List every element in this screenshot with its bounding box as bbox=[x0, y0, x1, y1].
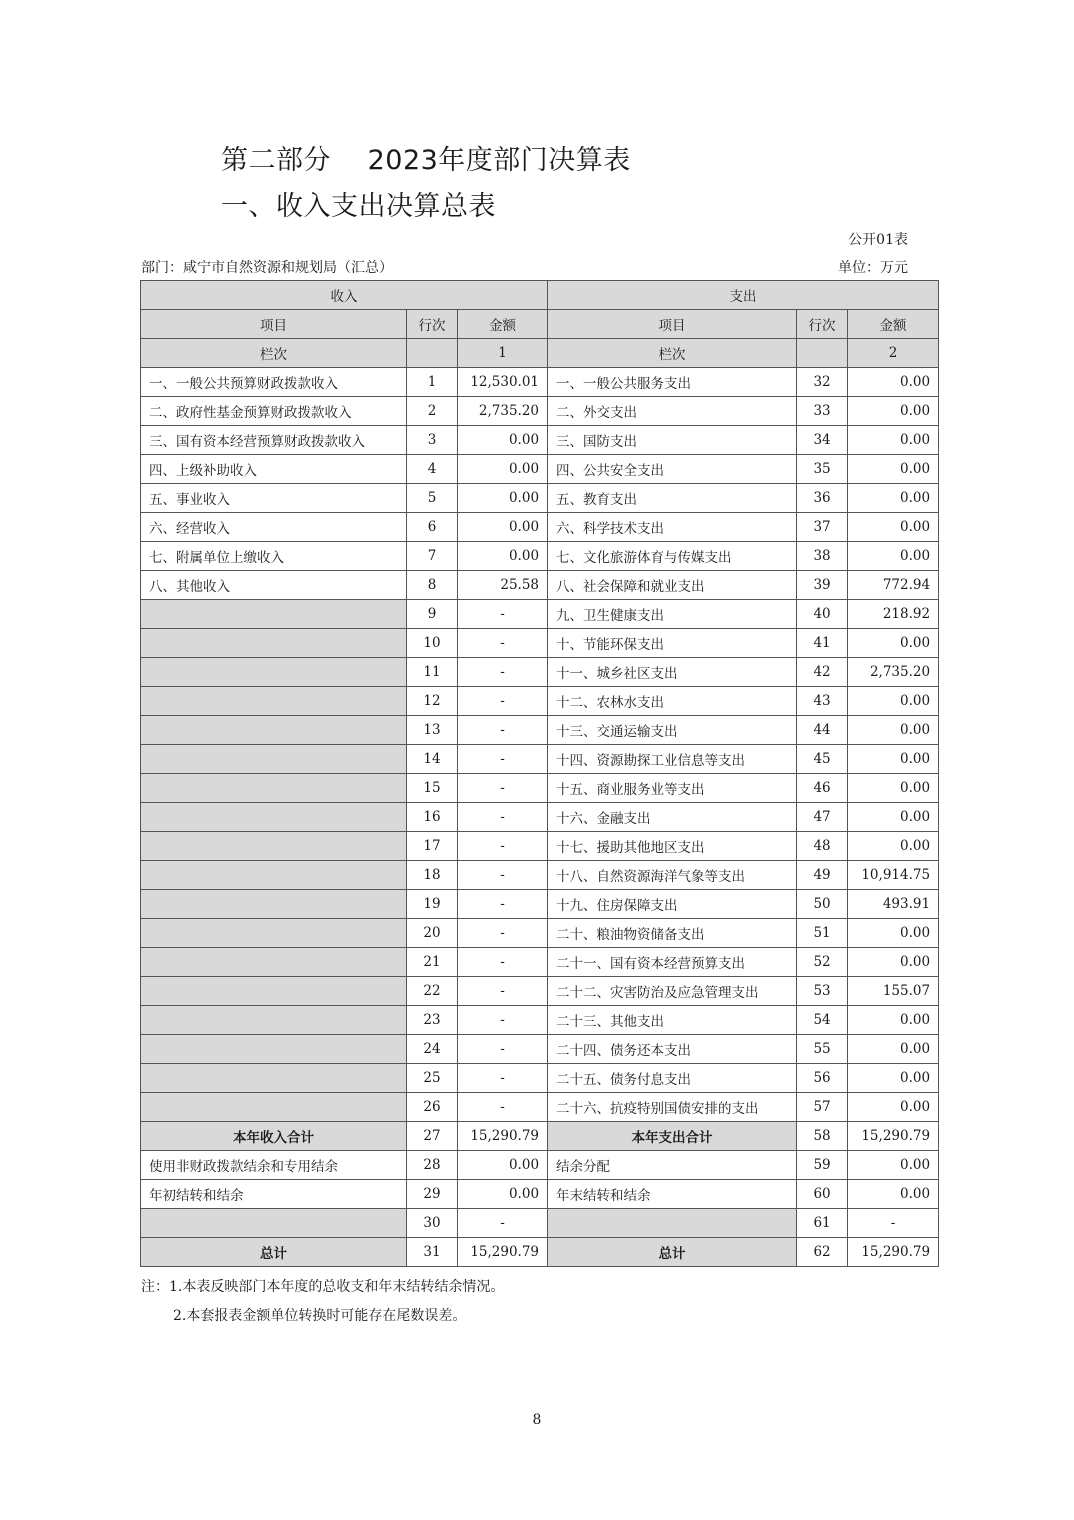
income-amount-cell: 0.00 bbox=[458, 455, 548, 484]
department-label: 部门：咸宁市自然资源和规划局（汇总） bbox=[141, 260, 393, 276]
expense-item-cell: 八、社会保障和就业支出 bbox=[548, 571, 797, 600]
income-line-cell: 10 bbox=[407, 629, 458, 658]
table-row bbox=[141, 455, 939, 484]
expense-amount-cell: 0.00 bbox=[848, 629, 939, 658]
income-amount-cell: - bbox=[458, 716, 548, 745]
expense-line-cell: 33 bbox=[797, 397, 848, 426]
income-column-label: 栏次 bbox=[141, 339, 407, 368]
subtotal-row bbox=[141, 1122, 939, 1151]
income-amount-cell: - bbox=[458, 890, 548, 919]
income-line-cell: 18 bbox=[407, 861, 458, 890]
expense-subtotal-amount: 15,290.79 bbox=[848, 1122, 939, 1151]
income-line-cell: 12 bbox=[407, 687, 458, 716]
income-line-cell: 1 bbox=[407, 368, 458, 397]
income-item-cell bbox=[141, 1035, 407, 1064]
income-item-cell bbox=[141, 716, 407, 745]
expense-item-cell: 结余分配 bbox=[548, 1151, 797, 1180]
unit-label: 单位：万元 bbox=[838, 260, 908, 276]
income-amount-cell: - bbox=[458, 977, 548, 1006]
expense-header: 支出 bbox=[548, 281, 939, 310]
expense-line-cell: 54 bbox=[797, 1006, 848, 1035]
income-line-cell: 13 bbox=[407, 716, 458, 745]
income-item-cell bbox=[141, 803, 407, 832]
table-row bbox=[141, 1151, 939, 1180]
expense-amount-cell: 0.00 bbox=[848, 745, 939, 774]
income-line-cell: 4 bbox=[407, 455, 458, 484]
header-row-column-index bbox=[141, 339, 939, 368]
expense-item-cell: 十八、自然资源海洋气象等支出 bbox=[548, 861, 797, 890]
income-line-cell: 5 bbox=[407, 484, 458, 513]
table-row bbox=[141, 1180, 939, 1209]
table-row bbox=[141, 890, 939, 919]
income-line-cell: 11 bbox=[407, 658, 458, 687]
income-line-cell: 19 bbox=[407, 890, 458, 919]
income-amount-cell: - bbox=[458, 1006, 548, 1035]
expense-line-cell: 57 bbox=[797, 1093, 848, 1122]
income-item-cell bbox=[141, 948, 407, 977]
expense-item-cell: 十五、商业服务业等支出 bbox=[548, 774, 797, 803]
income-item-cell bbox=[141, 687, 407, 716]
expense-amount-cell: 0.00 bbox=[848, 426, 939, 455]
table-row bbox=[141, 426, 939, 455]
income-amount-cell: 0.00 bbox=[458, 513, 548, 542]
table-row bbox=[141, 745, 939, 774]
expense-line-cell: 45 bbox=[797, 745, 848, 774]
expense-item-cell: 二十、粮油物资储备支出 bbox=[548, 919, 797, 948]
income-line-cell: 20 bbox=[407, 919, 458, 948]
expense-item-cell: 二十二、灾害防治及应急管理支出 bbox=[548, 977, 797, 1006]
expense-item-cell: 二十三、其他支出 bbox=[548, 1006, 797, 1035]
section-title: 第二部分 2023年度部门决算表 bbox=[221, 145, 631, 176]
table-row bbox=[141, 629, 939, 658]
expense-line-cell: 53 bbox=[797, 977, 848, 1006]
expense-total-line: 62 bbox=[797, 1238, 848, 1267]
expense-amount-cell: 0.00 bbox=[848, 542, 939, 571]
income-amount-cell: 0.00 bbox=[458, 1180, 548, 1209]
expense-line-cell: 42 bbox=[797, 658, 848, 687]
income-amount-cell: - bbox=[458, 1035, 548, 1064]
note-2: 2.本套报表金额单位转换时可能存在尾数误差。 bbox=[173, 1308, 467, 1324]
table-row bbox=[141, 948, 939, 977]
income-line-cell: 29 bbox=[407, 1180, 458, 1209]
income-item-cell: 五、事业收入 bbox=[141, 484, 407, 513]
income-item-cell bbox=[141, 890, 407, 919]
income-amount-cell: - bbox=[458, 948, 548, 977]
expense-item-cell: 十一、城乡社区支出 bbox=[548, 658, 797, 687]
expense-item-cell: 五、教育支出 bbox=[548, 484, 797, 513]
income-subtotal-label: 本年收入合计 bbox=[141, 1122, 407, 1151]
table-row bbox=[141, 919, 939, 948]
income-amount-cell: - bbox=[458, 861, 548, 890]
income-line-cell: 8 bbox=[407, 571, 458, 600]
expense-amount-cell: 0.00 bbox=[848, 1151, 939, 1180]
expense-item-cell: 一、一般公共服务支出 bbox=[548, 368, 797, 397]
income-amount-cell: 2,735.20 bbox=[458, 397, 548, 426]
expense-item-cell: 年末结转和结余 bbox=[548, 1180, 797, 1209]
expense-line-cell: 34 bbox=[797, 426, 848, 455]
income-item-cell bbox=[141, 1006, 407, 1035]
expense-item-cell: 七、文化旅游体育与传媒支出 bbox=[548, 542, 797, 571]
income-line-cell: 22 bbox=[407, 977, 458, 1006]
income-line-cell: 23 bbox=[407, 1006, 458, 1035]
expense-item-cell bbox=[548, 1209, 797, 1238]
expense-amount-cell: 0.00 bbox=[848, 832, 939, 861]
expense-line-cell: 56 bbox=[797, 1064, 848, 1093]
expense-line-cell: 39 bbox=[797, 571, 848, 600]
notes bbox=[141, 1273, 504, 1331]
table-row bbox=[141, 513, 939, 542]
income-line-cell: 16 bbox=[407, 803, 458, 832]
table-row bbox=[141, 1093, 939, 1122]
income-amount-cell: - bbox=[458, 600, 548, 629]
expense-item-cell: 二、外交支出 bbox=[548, 397, 797, 426]
expense-amount-cell: 0.00 bbox=[848, 1064, 939, 1093]
income-amount-cell: 25.58 bbox=[458, 571, 548, 600]
expense-line-cell: 36 bbox=[797, 484, 848, 513]
expense-line-cell: 32 bbox=[797, 368, 848, 397]
income-amount-cell: - bbox=[458, 687, 548, 716]
expense-amount-cell: 0.00 bbox=[848, 1035, 939, 1064]
expense-item-cell: 四、公共安全支出 bbox=[548, 455, 797, 484]
expense-amount-cell: 0.00 bbox=[848, 1006, 939, 1035]
income-line-cell: 25 bbox=[407, 1064, 458, 1093]
income-item-cell: 四、上级补助收入 bbox=[141, 455, 407, 484]
expense-line-cell: 41 bbox=[797, 629, 848, 658]
table-row bbox=[141, 1006, 939, 1035]
expense-line-cell: 48 bbox=[797, 832, 848, 861]
income-item-cell: 二、政府性基金预算财政拨款收入 bbox=[141, 397, 407, 426]
expense-line-cell: 37 bbox=[797, 513, 848, 542]
income-item-cell: 三、国有资本经营预算财政拨款收入 bbox=[141, 426, 407, 455]
expense-amount-cell: 0.00 bbox=[848, 803, 939, 832]
expense-amount-cell: 493.91 bbox=[848, 890, 939, 919]
table-row bbox=[141, 1209, 939, 1238]
income-line-cell: 9 bbox=[407, 600, 458, 629]
income-amount-cell: 0.00 bbox=[458, 1151, 548, 1180]
income-item-cell bbox=[141, 600, 407, 629]
income-item-header: 项目 bbox=[141, 310, 407, 339]
income-total-amount: 15,290.79 bbox=[458, 1238, 548, 1267]
income-amount-cell: - bbox=[458, 658, 548, 687]
income-line-cell: 26 bbox=[407, 1093, 458, 1122]
expense-item-cell: 十六、金融支出 bbox=[548, 803, 797, 832]
expense-column-blank bbox=[797, 339, 848, 368]
form-number: 公开01表 bbox=[848, 232, 908, 248]
income-item-cell bbox=[141, 745, 407, 774]
income-line-header: 行次 bbox=[407, 310, 458, 339]
income-item-cell: 使用非财政拨款结余和专用结余 bbox=[141, 1151, 407, 1180]
expense-item-cell: 九、卫生健康支出 bbox=[548, 600, 797, 629]
income-item-cell: 一、一般公共预算财政拨款收入 bbox=[141, 368, 407, 397]
expense-line-cell: 50 bbox=[797, 890, 848, 919]
table-row bbox=[141, 542, 939, 571]
expense-amount-cell: 0.00 bbox=[848, 774, 939, 803]
table-row bbox=[141, 658, 939, 687]
income-item-cell bbox=[141, 1209, 407, 1238]
income-item-cell: 六、经营收入 bbox=[141, 513, 407, 542]
income-item-cell bbox=[141, 919, 407, 948]
expense-line-cell: 47 bbox=[797, 803, 848, 832]
expense-item-cell: 十七、援助其他地区支出 bbox=[548, 832, 797, 861]
income-line-cell: 28 bbox=[407, 1151, 458, 1180]
expense-amount-cell: 772.94 bbox=[848, 571, 939, 600]
income-amount-cell: - bbox=[458, 629, 548, 658]
table-row bbox=[141, 368, 939, 397]
income-amount-cell: - bbox=[458, 832, 548, 861]
table-row bbox=[141, 832, 939, 861]
income-line-cell: 21 bbox=[407, 948, 458, 977]
income-line-cell: 2 bbox=[407, 397, 458, 426]
expense-line-cell: 46 bbox=[797, 774, 848, 803]
expense-amount-cell: 0.00 bbox=[848, 513, 939, 542]
expense-line-cell: 60 bbox=[797, 1180, 848, 1209]
income-item-cell bbox=[141, 977, 407, 1006]
table-row bbox=[141, 861, 939, 890]
expense-amount-cell: 0.00 bbox=[848, 919, 939, 948]
table-row bbox=[141, 1035, 939, 1064]
expense-amount-cell: 0.00 bbox=[848, 484, 939, 513]
expense-amount-cell: 218.92 bbox=[848, 600, 939, 629]
note-1: 注：1.本表反映部门本年度的总收支和年末结转结余情况。 bbox=[141, 1279, 505, 1295]
expense-item-cell: 二十五、债务付息支出 bbox=[548, 1064, 797, 1093]
expense-amount-cell: 0.00 bbox=[848, 716, 939, 745]
income-amount-cell: - bbox=[458, 919, 548, 948]
table-row bbox=[141, 803, 939, 832]
income-item-cell bbox=[141, 658, 407, 687]
income-amount-cell: 0.00 bbox=[458, 426, 548, 455]
income-amount-cell: - bbox=[458, 774, 548, 803]
expense-line-cell: 49 bbox=[797, 861, 848, 890]
table-title: 一、收入支出决算总表 bbox=[221, 191, 496, 222]
income-line-cell: 7 bbox=[407, 542, 458, 571]
expense-item-cell: 六、科学技术支出 bbox=[548, 513, 797, 542]
expense-column-label: 栏次 bbox=[548, 339, 797, 368]
income-line-cell: 6 bbox=[407, 513, 458, 542]
expense-subtotal-line: 58 bbox=[797, 1122, 848, 1151]
income-amount-cell: 0.00 bbox=[458, 484, 548, 513]
table-row bbox=[141, 977, 939, 1006]
income-line-cell: 17 bbox=[407, 832, 458, 861]
table-row bbox=[141, 600, 939, 629]
income-item-cell: 八、其他收入 bbox=[141, 571, 407, 600]
expense-item-cell: 十三、交通运输支出 bbox=[548, 716, 797, 745]
expense-line-cell: 52 bbox=[797, 948, 848, 977]
header-row-columns bbox=[141, 310, 939, 339]
income-amount-cell: - bbox=[458, 1093, 548, 1122]
expense-amount-cell: 0.00 bbox=[848, 455, 939, 484]
expense-amount-cell: 10,914.75 bbox=[848, 861, 939, 890]
expense-total-label: 总计 bbox=[548, 1238, 797, 1267]
income-subtotal-amount: 15,290.79 bbox=[458, 1122, 548, 1151]
income-item-cell bbox=[141, 861, 407, 890]
income-item-cell: 七、附属单位上缴收入 bbox=[141, 542, 407, 571]
expense-item-header: 项目 bbox=[548, 310, 797, 339]
income-item-cell bbox=[141, 1064, 407, 1093]
income-column-number: 1 bbox=[458, 339, 548, 368]
expense-item-cell: 二十四、债务还本支出 bbox=[548, 1035, 797, 1064]
expense-amount-cell: 0.00 bbox=[848, 1180, 939, 1209]
header-row-sections bbox=[141, 281, 939, 310]
income-amount-cell: - bbox=[458, 1064, 548, 1093]
income-subtotal-line: 27 bbox=[407, 1122, 458, 1151]
expense-line-cell: 61 bbox=[797, 1209, 848, 1238]
income-line-cell: 30 bbox=[407, 1209, 458, 1238]
expense-total-amount: 15,290.79 bbox=[848, 1238, 939, 1267]
income-line-cell: 14 bbox=[407, 745, 458, 774]
income-amount-cell: 0.00 bbox=[458, 542, 548, 571]
expense-amount-cell: - bbox=[848, 1209, 939, 1238]
table-row bbox=[141, 571, 939, 600]
expense-line-cell: 40 bbox=[797, 600, 848, 629]
income-amount-cell: - bbox=[458, 745, 548, 774]
income-amount-cell: - bbox=[458, 1209, 548, 1238]
total-row bbox=[141, 1238, 939, 1267]
table-row bbox=[141, 716, 939, 745]
income-item-cell bbox=[141, 629, 407, 658]
expense-line-cell: 59 bbox=[797, 1151, 848, 1180]
expense-line-cell: 35 bbox=[797, 455, 848, 484]
income-item-cell bbox=[141, 1093, 407, 1122]
expense-line-header: 行次 bbox=[797, 310, 848, 339]
income-line-cell: 15 bbox=[407, 774, 458, 803]
expense-amount-cell: 0.00 bbox=[848, 687, 939, 716]
expense-subtotal-label: 本年支出合计 bbox=[548, 1122, 797, 1151]
income-item-cell bbox=[141, 774, 407, 803]
expense-amount-cell: 0.00 bbox=[848, 948, 939, 977]
expense-amount-cell: 155.07 bbox=[848, 977, 939, 1006]
income-amount-cell: - bbox=[458, 803, 548, 832]
income-amount-cell: 12,530.01 bbox=[458, 368, 548, 397]
income-column-blank bbox=[407, 339, 458, 368]
income-item-cell bbox=[141, 832, 407, 861]
table-row bbox=[141, 774, 939, 803]
expense-item-cell: 十四、资源勘探工业信息等支出 bbox=[548, 745, 797, 774]
expense-amount-cell: 0.00 bbox=[848, 368, 939, 397]
table-row bbox=[141, 484, 939, 513]
expense-column-number: 2 bbox=[848, 339, 939, 368]
table-row bbox=[141, 1064, 939, 1093]
page-number: 8 bbox=[532, 1412, 542, 1428]
table-row bbox=[141, 687, 939, 716]
expense-item-cell: 十九、住房保障支出 bbox=[548, 890, 797, 919]
expense-amount-cell: 0.00 bbox=[848, 1093, 939, 1122]
expense-line-cell: 38 bbox=[797, 542, 848, 571]
income-total-label: 总计 bbox=[141, 1238, 407, 1267]
expense-line-cell: 44 bbox=[797, 716, 848, 745]
income-header: 收入 bbox=[141, 281, 548, 310]
income-line-cell: 3 bbox=[407, 426, 458, 455]
expense-item-cell: 二十一、国有资本经营预算支出 bbox=[548, 948, 797, 977]
expense-line-cell: 51 bbox=[797, 919, 848, 948]
expense-item-cell: 十、节能环保支出 bbox=[548, 629, 797, 658]
expense-amount-header: 金额 bbox=[848, 310, 939, 339]
income-amount-header: 金额 bbox=[458, 310, 548, 339]
expense-item-cell: 十二、农林水支出 bbox=[548, 687, 797, 716]
table-row bbox=[141, 397, 939, 426]
income-line-cell: 24 bbox=[407, 1035, 458, 1064]
income-total-line: 31 bbox=[407, 1238, 458, 1267]
expense-amount-cell: 2,735.20 bbox=[848, 658, 939, 687]
expense-line-cell: 55 bbox=[797, 1035, 848, 1064]
expense-item-cell: 二十六、抗疫特别国债安排的支出 bbox=[548, 1093, 797, 1122]
expense-item-cell: 三、国防支出 bbox=[548, 426, 797, 455]
expense-amount-cell: 0.00 bbox=[848, 397, 939, 426]
income-item-cell: 年初结转和结余 bbox=[141, 1180, 407, 1209]
expense-line-cell: 43 bbox=[797, 687, 848, 716]
income-expense-table bbox=[140, 280, 939, 1267]
